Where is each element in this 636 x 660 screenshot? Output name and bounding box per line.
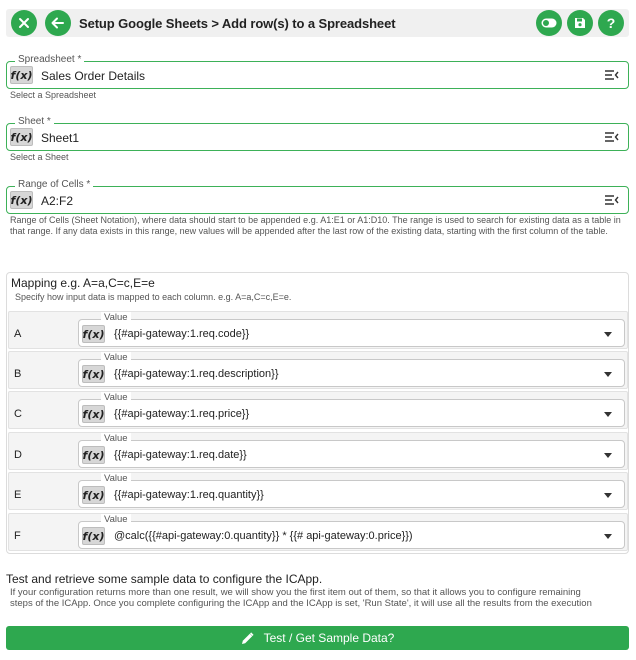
- fx-toggle-button[interactable]: f(x): [82, 365, 105, 383]
- mapping-key: F: [14, 530, 21, 542]
- mapping-value-field[interactable]: [78, 473, 625, 508]
- mapping-key: A: [14, 328, 22, 340]
- test-sample-data-button[interactable]: [6, 626, 629, 650]
- mapping-row-b: [8, 351, 628, 389]
- close-icon: [18, 17, 30, 29]
- test-title: Test and retrieve some sample data to configure the ICApp.: [6, 572, 323, 586]
- chevron-down-icon[interactable]: [604, 453, 612, 458]
- value-label: Value: [101, 514, 131, 525]
- fx-toggle-button[interactable]: f(x): [10, 128, 33, 146]
- chevron-down-icon[interactable]: [604, 372, 612, 377]
- back-button[interactable]: [45, 10, 71, 36]
- fx-toggle-button[interactable]: f(x): [82, 527, 105, 545]
- pencil-icon: [241, 632, 254, 645]
- fx-toggle-button[interactable]: f(x): [10, 66, 33, 84]
- spreadsheet-hint: Select a Spreadsheet: [10, 90, 97, 100]
- sheet-value: Sheet1: [41, 131, 80, 145]
- chevron-down-icon[interactable]: [604, 412, 612, 417]
- mapping-key: D: [14, 449, 22, 461]
- mapping-value-field[interactable]: [78, 514, 625, 549]
- value-label: Value: [101, 473, 131, 484]
- range-field[interactable]: [6, 179, 629, 214]
- mapping-row-e: [8, 472, 628, 510]
- mapping-key: C: [14, 408, 22, 420]
- list-select-icon[interactable]: [605, 195, 619, 205]
- mapping-value: {{#api-gateway:1.req.description}}: [114, 368, 279, 380]
- spreadsheet-value: Sales Order Details: [41, 69, 146, 83]
- range-hint: Range of Cells (Sheet Notation), where data should start to be appended e.g. A1:E1 or A1:D10. The range is used to search for existing data as a table in that range. If any data exists in this range, new values will be appended after the last row of the existing data, starting with the first column of the table.: [10, 215, 621, 236]
- value-label: Value: [101, 392, 131, 403]
- fx-toggle-button[interactable]: f(x): [82, 486, 105, 504]
- mapping-row-a: [8, 311, 628, 349]
- mapping-value: {{#api-gateway:1.req.code}}: [114, 328, 250, 340]
- range-label: Range of Cells *: [15, 179, 93, 191]
- test-description-line: If your configuration returns more than one result, we will show you the first item out of them, so that it allows you to configure remaining: [10, 587, 581, 598]
- mapping-row-f: [8, 513, 628, 551]
- chevron-down-icon[interactable]: [604, 534, 612, 539]
- spreadsheet-label: Spreadsheet *: [15, 54, 84, 66]
- range-value: A2:F2: [41, 194, 74, 208]
- mapping-value: {{#api-gateway:1.req.price}}: [114, 408, 250, 420]
- help-button[interactable]: [598, 10, 624, 36]
- mapping-row-c: [8, 391, 628, 429]
- sheet-hint: Select a Sheet: [10, 152, 69, 162]
- mapping-title: Mapping e.g. A=a,C=c,E=e: [11, 276, 155, 290]
- value-label: Value: [101, 312, 131, 323]
- spreadsheet-field[interactable]: [6, 54, 629, 89]
- save-icon: [574, 17, 586, 29]
- test-button-label: Test / Get Sample Data?: [263, 631, 395, 645]
- mapping-value: {{#api-gateway:1.req.quantity}}: [114, 489, 264, 501]
- fx-toggle-button[interactable]: f(x): [82, 446, 105, 464]
- page-title: Setup Google Sheets > Add row(s) to a Spreadsheet: [79, 16, 396, 31]
- toggle-icon: [541, 18, 557, 28]
- fx-toggle-button[interactable]: f(x): [82, 325, 105, 343]
- mapping-key: B: [14, 368, 22, 380]
- value-label: Value: [101, 352, 131, 363]
- mapping-value-field[interactable]: [78, 352, 625, 387]
- mapping-row-d: [8, 432, 628, 470]
- test-description: [10, 587, 636, 609]
- fx-toggle-button[interactable]: f(x): [10, 191, 33, 209]
- mapping-subtitle: Specify how input data is mapped to each column. e.g. A=a,C=c,E=e.: [15, 292, 292, 302]
- chevron-down-icon[interactable]: [604, 332, 612, 337]
- save-button[interactable]: [567, 10, 593, 36]
- mapping-value-field[interactable]: [78, 312, 625, 347]
- test-description-line: steps of the ICApp. Once you complete configuring the ICApp and the ICApp is set, 'Run State', it will use all the results from the execution: [10, 598, 592, 609]
- chevron-down-icon[interactable]: [604, 493, 612, 498]
- mapping-value-field[interactable]: [78, 433, 625, 468]
- close-button[interactable]: [11, 10, 37, 36]
- fx-toggle-button[interactable]: f(x): [82, 405, 105, 423]
- mapping-value: @calc({{#api-gateway:0.quantity}} * {{# api-gateway:0.price}}): [114, 530, 413, 542]
- mapping-value-field[interactable]: [78, 392, 625, 427]
- arrow-left-icon: [51, 17, 65, 29]
- mapping-section: [6, 272, 629, 554]
- toggle-button[interactable]: [536, 10, 562, 36]
- sheet-label: Sheet *: [15, 116, 54, 128]
- list-select-icon[interactable]: [605, 70, 619, 80]
- list-select-icon[interactable]: [605, 132, 619, 142]
- mapping-value: {{#api-gateway:1.req.date}}: [114, 449, 247, 461]
- value-label: Value: [101, 433, 131, 444]
- header-bar: [6, 9, 629, 37]
- mapping-key: E: [14, 489, 22, 501]
- help-icon: ?: [606, 15, 616, 31]
- sheet-field[interactable]: [6, 116, 629, 151]
